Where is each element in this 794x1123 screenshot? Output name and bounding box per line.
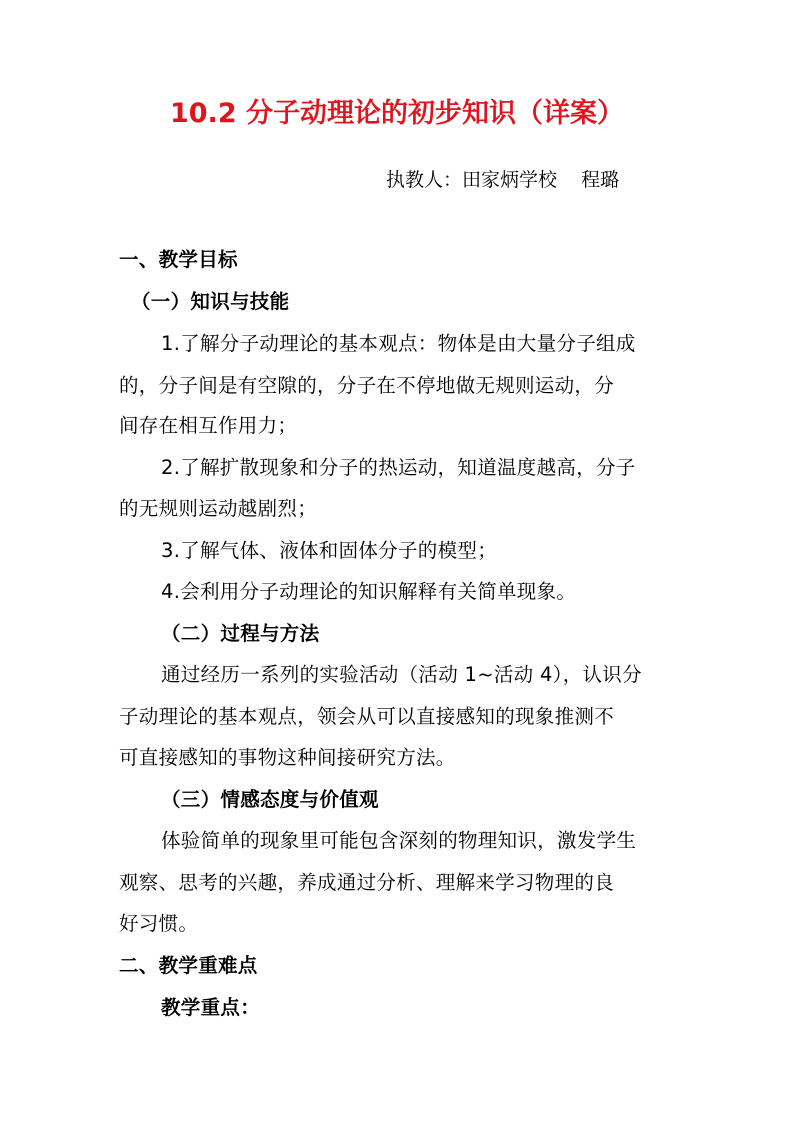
paragraph-line: 1.了解分子动理论的基本观点：物体是由大量分子组成 [161, 332, 636, 355]
paragraph-line: 间存在相互作用力； [119, 414, 298, 437]
paragraph-line: 的无规则运动越剧烈； [119, 497, 318, 520]
subheading-attitude-values: （三）情感态度与价值观 [161, 788, 379, 811]
paragraph-line: 好习惯。 [119, 912, 199, 935]
paragraph-line: 3.了解气体、液体和固体分子的模型； [161, 539, 498, 562]
paragraph-line: 2.了解扩散现象和分子的热运动，知道温度越高，分子 [161, 456, 636, 479]
byline: 执教人：田家炳学校 程璐 [386, 169, 620, 191]
section-heading-key-difficult: 二、教学重难点 [119, 954, 258, 977]
paragraph-line: 观察、思考的兴趣，养成通过分析、理解来学习物理的良 [119, 871, 615, 894]
paragraph-line: 的，分子间是有空隙的，分子在不停地做无规则运动，分 [119, 374, 615, 397]
subheading-process-method: （二）过程与方法 [161, 622, 320, 645]
section-heading-objectives: 一、教学目标 [119, 248, 238, 271]
paragraph-line: 4.会利用分子动理论的知识解释有关简单现象。 [161, 580, 577, 603]
key-point-label: 教学重点： [161, 996, 261, 1019]
subheading-knowledge-skills: （一）知识与技能 [131, 290, 290, 313]
paragraph-line: 通过经历一系列的实验活动（活动 1~活动 4），认识分 [161, 663, 642, 686]
document-title: 10.2 分子动理论的初步知识（详案） [169, 98, 625, 129]
paragraph-line: 子动理论的基本观点，领会从可以直接感知的现象推测不 [119, 705, 615, 728]
paragraph-line: 体验简单的现象里可能包含深刻的物理知识，激发学生 [161, 829, 637, 852]
paragraph-line: 可直接感知的事物这种间接研究方法。 [119, 746, 456, 769]
